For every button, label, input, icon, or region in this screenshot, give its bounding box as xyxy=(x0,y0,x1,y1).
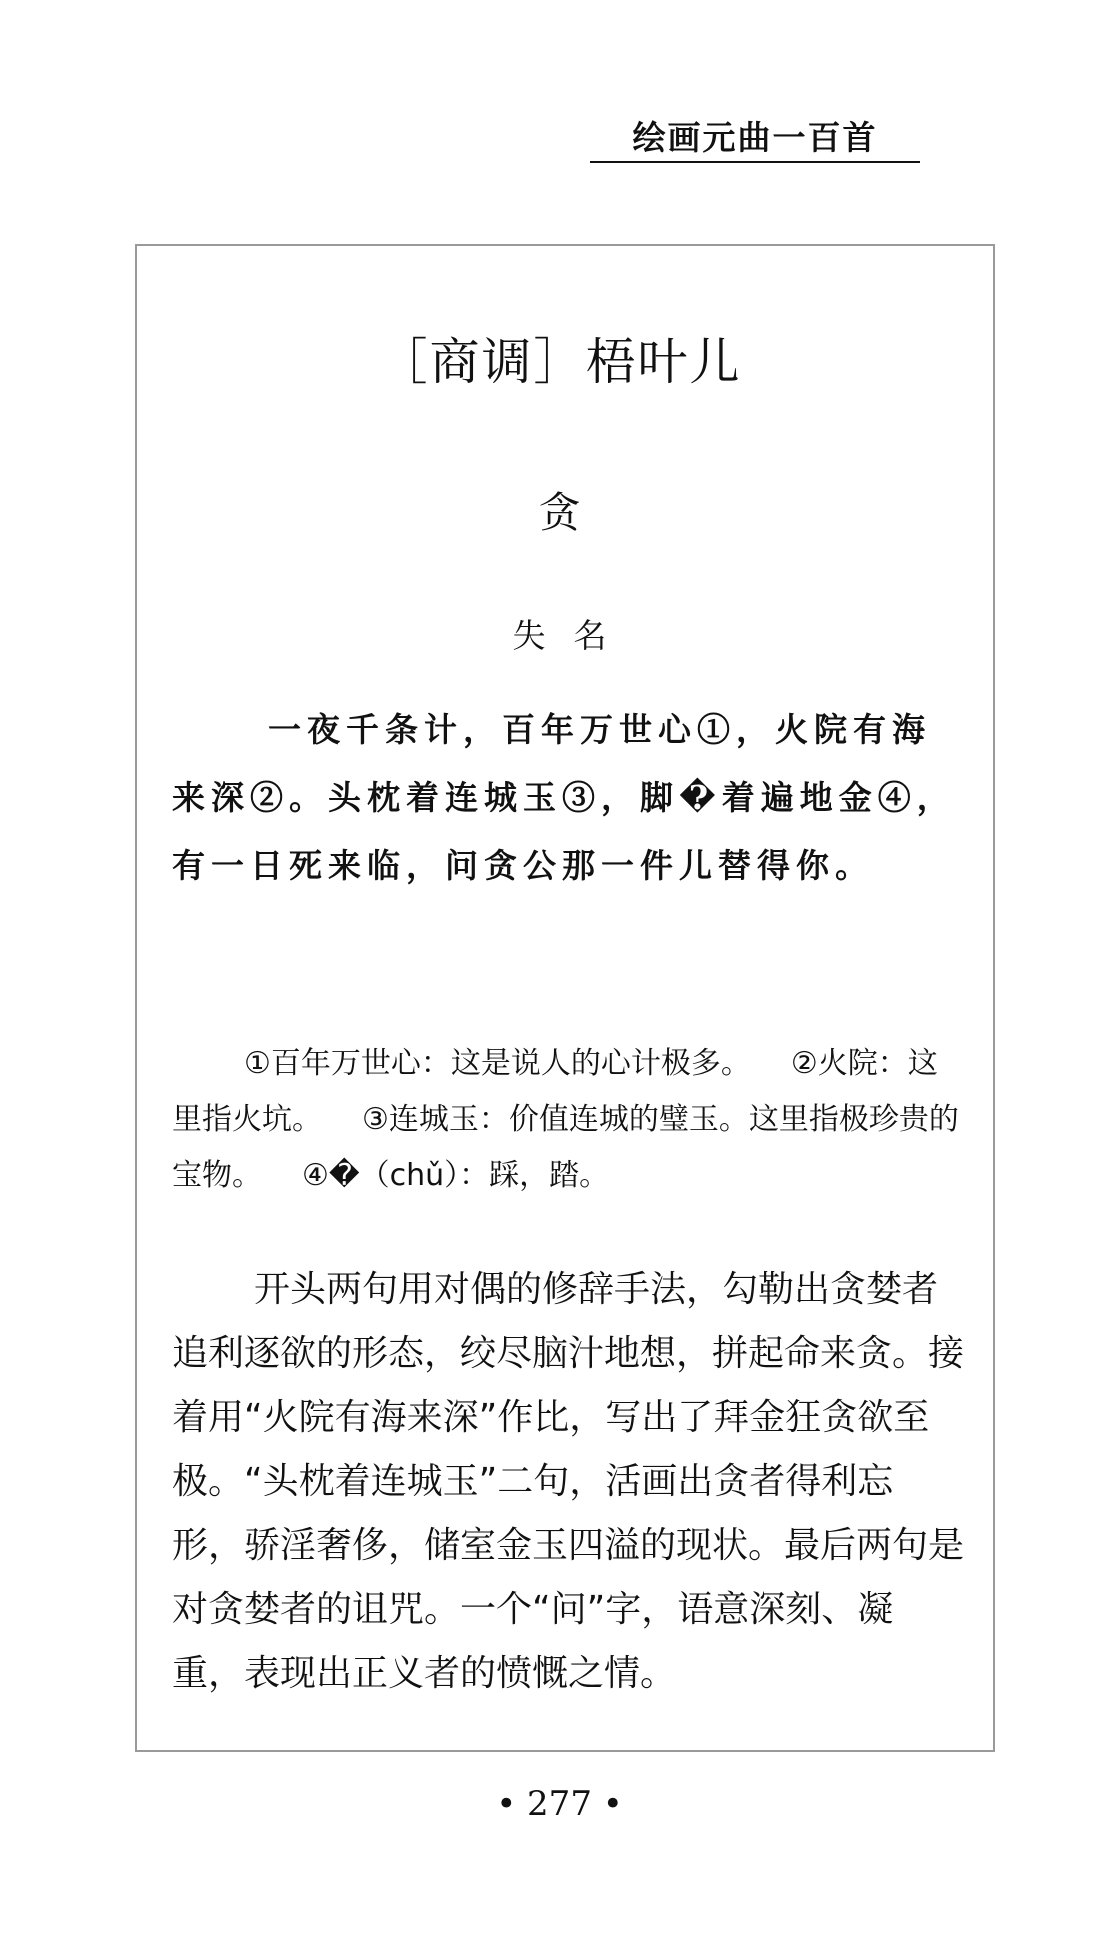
poem-subtitle: 贪 xyxy=(538,488,581,537)
commentary-text: 开头两句用对偶的修辞手法，勾勒出贪婪者追利逐欲的形态，绞尽脑汁地想，拼起命来贪。接着用“火院有海来深”作比，写出了拜金狂贪欲至极。“头枕着连城玉”二句，活画出贪者得利忘形，骄淫奢侈，储室金玉四溢的现状。最后两句是对贪婪者的诅咒。一个“问”字，语意深刻、凝重，表现出正义者的愤慨之情。 xyxy=(172,1269,965,1694)
annotation-2: ②火院：这里指火坑。 xyxy=(172,1046,938,1137)
annotations xyxy=(172,1036,964,1204)
annotation-4: ④�（chǔ）：踩，踏。 xyxy=(302,1158,610,1193)
poem-text: 一夜千条计，百年万世心①，火院有海来深②。头枕着连城玉③，脚�着遍地金④，有一日死来临，问贪公那一件儿替得你。 xyxy=(172,710,956,885)
poem-author: 失名 xyxy=(512,616,635,655)
annotation-1: ①百年万世心：这是说人的心计极多。 xyxy=(244,1046,751,1081)
poem-title: ［商调］梧叶儿 xyxy=(377,333,742,391)
page-number: • 277 • xyxy=(496,1784,623,1824)
annotation-3: ③连城玉：价值连城的璧玉。这里指极珍贵的宝物。 xyxy=(172,1102,959,1193)
book-title-header: 绘画元曲一百首 xyxy=(590,112,920,163)
